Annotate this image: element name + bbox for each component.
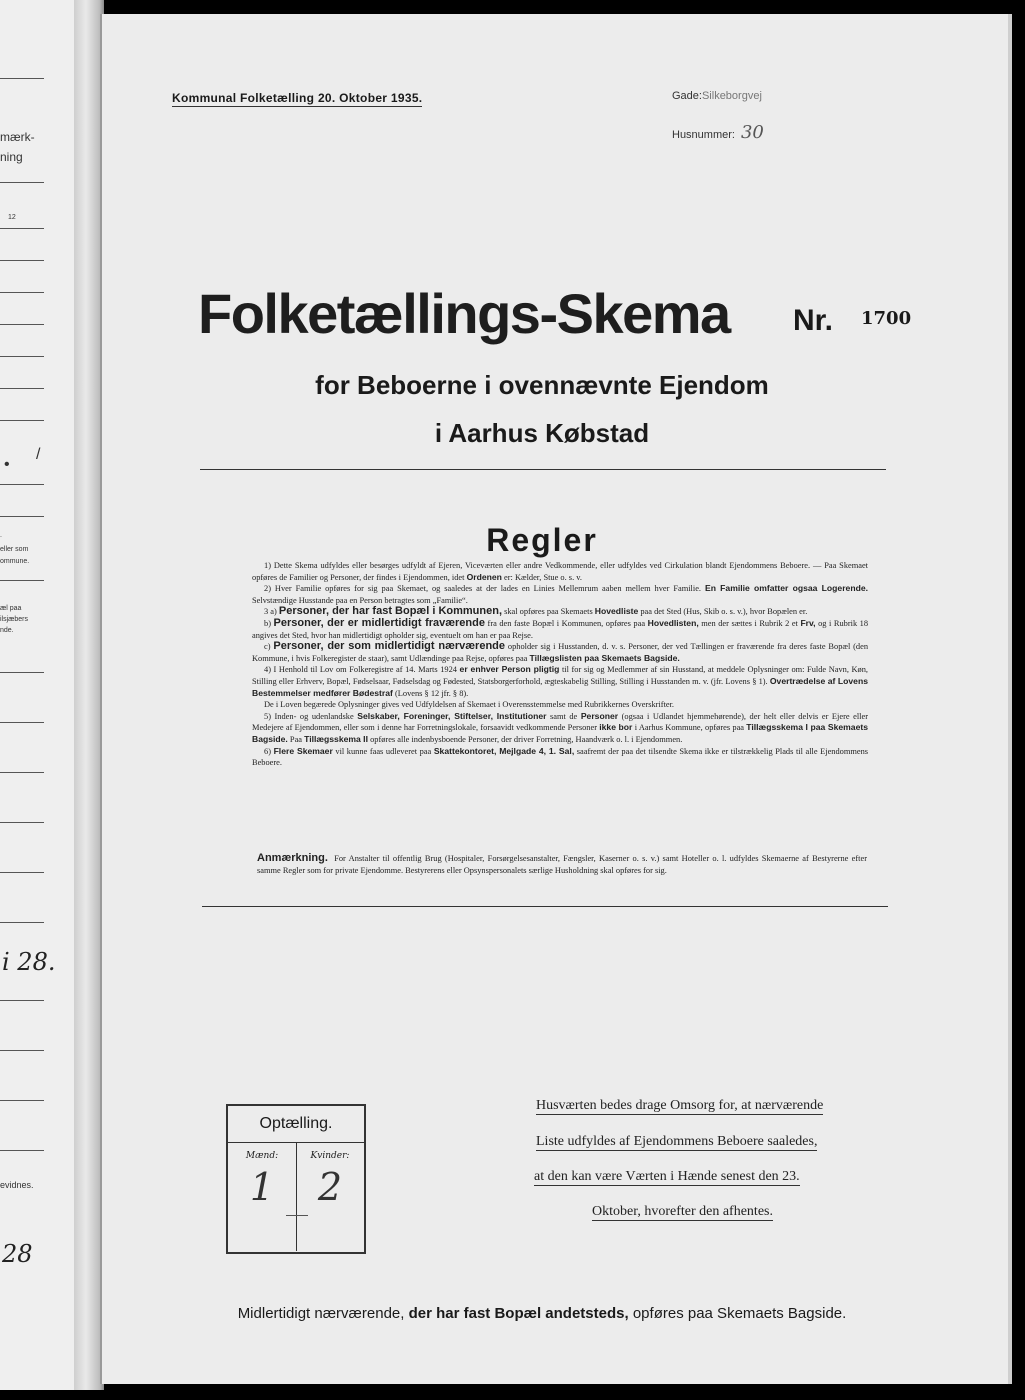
rule-3a: 3 a) Personer, der har fast Bopæl i Kommunen, skal opføres paa Skemaets Hovedliste paa det Sted (Hus, Skib o. s. v.), hvor Bopælen er. xyxy=(264,605,808,618)
divider xyxy=(0,922,44,923)
street-label: Gade: xyxy=(672,90,702,102)
rule-6: 6) Flere Skemaer vil kunne faas udleveret paa Skattekontoret, Mejlgade 4, 1. Sal, saafremt der paa det tilsendte Skema ikke er tilstrækkelig Plads til alle Ejendommens Beboere. xyxy=(252,745,869,768)
handwriting-mark: • xyxy=(4,456,10,473)
tally-box xyxy=(226,1104,366,1254)
rule-2: 2) Hver Familie opføres for sig paa Skemaet, og saaledes at der lades en Linies Mellemrum aaben mellem hver Familie. En Familie omfatter ogsaa Logerende. Selvstændige Husstande paa en Person betragtes som „Familie“. xyxy=(252,583,868,605)
form-number-label: Nr. xyxy=(793,304,834,337)
divider xyxy=(0,388,44,389)
rule-4: 4) I Henhold til Lov om Folkeregistre af 14. Marts 1924 er enhver Person pligtig til for sig og Medlemmer af sin Husstand, at meddele Oplysninger om: Fulde Navn, Køn, Stilling eller Erhverv, Bopæl, Fødselsaar, Fødselsdag og Fødested, Statsborgerforhold, ægteskabelig Stilling, Stilling i Husstanden m. v. (jfr. Lovens § 1). Overtrædelse af Lovens Bestemmelser medfører Bødestraf (Lovens § 12 jfr. § 8). xyxy=(252,664,869,698)
rule-5: 5) Inden- og udenlandske Selskaber, Foreninger, Stiftelser, Institutioner samt de Personer (ogsaa i Udlandet hjemmehørende), der helt eller delvis er Ejere eller Medejere af Ejendommen, eller som i denne har Forretningslokale, forsaavidt vedkommende Personer ikke bor i Aarhus Kommune, opføres paa Tillægsskema I paa Skemaets Bagside. Paa Tillægsskema II opføres alle indenbysboende Personer, der driver Forretning, Haandværk o. l. i Ejendommen. xyxy=(252,710,869,744)
left-page-text: 12 xyxy=(8,214,16,221)
men-label: Mænd: xyxy=(245,1151,279,1161)
women-label: Kvinder: xyxy=(310,1151,350,1161)
divider xyxy=(202,906,888,907)
handwriting-mark: / xyxy=(36,446,41,463)
street-value: Silkeborgvej xyxy=(701,90,762,102)
divider xyxy=(0,78,44,79)
left-page-text: æl paa xyxy=(0,605,22,612)
house-number-value: 30 xyxy=(740,122,764,143)
divider xyxy=(0,1000,44,1001)
divider xyxy=(0,516,44,517)
annotation-note xyxy=(257,852,867,877)
form-subtitle-city: i Aarhus Købstad xyxy=(434,418,650,448)
rule-4-note: De i Loven begærede Oplysninger gives ved Udfyldelsen af Skemaet i Overensstemmelse med Rubrikkernes Overskrifter. xyxy=(264,700,675,710)
census-form-page xyxy=(100,14,1012,1384)
annotation-label: Anmærkning. xyxy=(257,852,328,864)
divider xyxy=(0,580,44,581)
divider xyxy=(0,182,44,183)
divider xyxy=(0,228,44,229)
divider xyxy=(0,420,44,421)
left-page-handwriting: i 28. xyxy=(2,948,56,976)
divider xyxy=(0,484,44,485)
rules-text xyxy=(252,560,868,769)
divider xyxy=(0,292,44,293)
left-page-text: mærk- xyxy=(0,130,35,144)
street-field xyxy=(672,90,762,102)
notice-line-1: Husværten bedes drage Omsorg for, at nærværende xyxy=(536,1098,824,1113)
left-page-text: nde. xyxy=(0,627,14,634)
men-count: 1 xyxy=(249,1165,275,1209)
divider xyxy=(0,324,44,325)
divider xyxy=(0,1050,44,1051)
women-count: 2 xyxy=(317,1165,343,1209)
footer-note: Midlertidigt nærværende, der har fast Bopæl andetsteds, opføres paa Skemaets Bagside. xyxy=(237,1305,847,1322)
divider xyxy=(0,672,44,673)
divider xyxy=(0,822,44,823)
divider xyxy=(0,356,44,357)
divider xyxy=(0,722,44,723)
house-number-label: Husnummer: xyxy=(672,129,735,141)
divider xyxy=(0,1100,44,1101)
men-column xyxy=(228,1143,296,1251)
form-title: Folketællings-Skema xyxy=(198,282,730,345)
form-number-value: 1700 xyxy=(861,308,912,329)
women-column xyxy=(296,1143,364,1251)
notice-line-3: at den kan være Værten i Hænde senest den 23. xyxy=(534,1169,800,1184)
house-number-field xyxy=(672,122,764,143)
notice-line-4: Oktober, hvorefter den afhentes. xyxy=(592,1204,773,1219)
divider xyxy=(0,260,44,261)
left-page-text: ning xyxy=(0,150,23,164)
left-page-handwriting: 28 xyxy=(2,1240,33,1268)
annotation-text: For Anstalter til offentlig Brug (Hospitaler, Forsørgelsesanstalter, Fængsler, Kaserner o. s. v.) samt Hoteller o. l. udfyldes Skemaerne af Bestyrerne efter samme Regler som for private Ejendomme. Bestyrerens eller Opsynspersonalets særlige Husholdning skal opføres for sig. xyxy=(257,854,868,875)
divider xyxy=(0,872,44,873)
divider xyxy=(200,469,886,470)
divider xyxy=(0,1150,44,1151)
form-header-title: Kommunal Folketælling 20. Oktober 1935. xyxy=(172,91,423,105)
left-page-text: evidnes. xyxy=(0,1180,34,1190)
rule-3c: c) Personer, der som midlertidigt nærværende opholder sig i Husstanden, d. v. s. Personer, der ved Tællingen er fraværende fra deres faste Bopæl (den Kommune, i hvis Folkeregister de staar), samt Udlændinge paa Rejse, opføres paa Tillægslisten paa Skemaets Bagside. xyxy=(252,640,869,663)
notice-line-2: Liste udfyldes af Ejendommens Beboere saaledes, xyxy=(536,1134,818,1149)
tally-title: Optælling. xyxy=(228,1106,364,1143)
rule-1: 1) Dette Skema udfyldes eller besørges udfyldt af Ejeren, Viceværten eller andre Vedkommende, eller udfyldes ved Cirkulation blandt Ejendommens Beboere. — Paa Skemaet opføres de Familier og Personer, der findes i Ejendommen, idet Ordenen er: Kælder, Stue o. s. v. xyxy=(252,561,868,582)
left-page-fragment xyxy=(0,0,80,1390)
left-page-text: ommune. xyxy=(0,558,30,565)
rule-3b: b) Personer, der er midlertidigt fraværende fra den faste Bopæl i Kommunen, opføres paa Hovedlisten, men der sættes i Rubrik 2 et Frv, og i Rubrik 18 angives det Sted, hvor han midlertidigt opholder sig, eventuelt om han er paa Rejse. xyxy=(252,616,869,640)
rules-heading: Regler xyxy=(486,522,598,558)
left-page-text: ilsjæbers xyxy=(0,616,29,623)
form-subtitle: for Beboerne i ovennævnte Ejendom xyxy=(315,370,769,400)
left-page-text: . xyxy=(0,532,2,539)
left-page-text: eller som xyxy=(0,546,29,553)
divider xyxy=(0,772,44,773)
